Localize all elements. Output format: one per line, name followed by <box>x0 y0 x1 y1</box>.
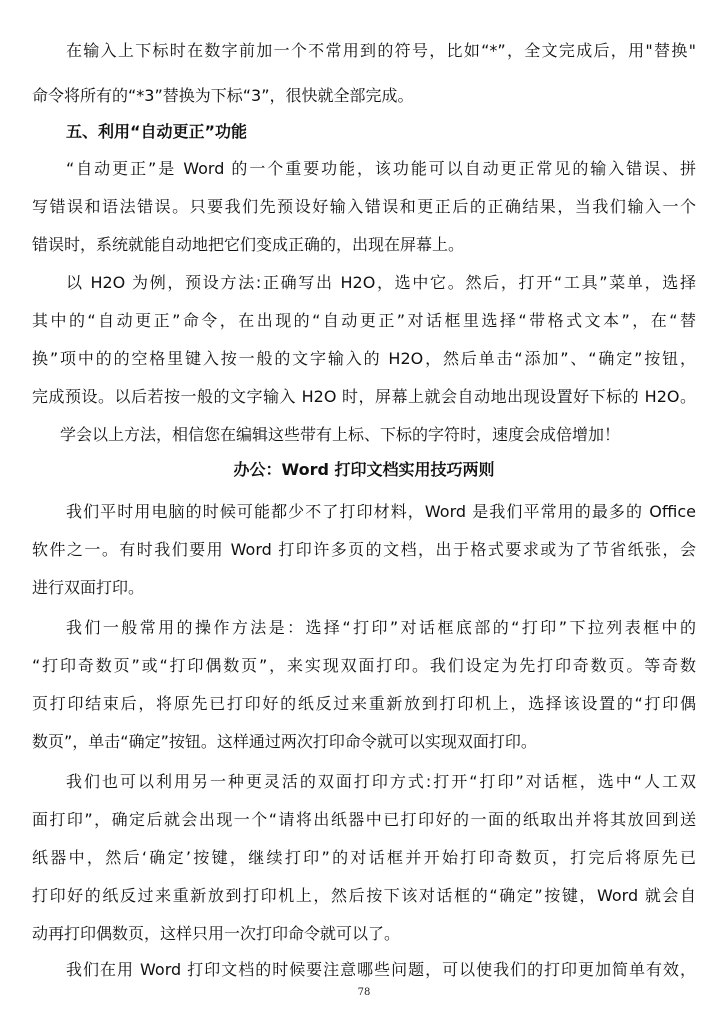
paragraph-line: 以 H2O 为例，预设方法:正确写出 H2O，选中它。然后，打开“工具”菜单，选择 <box>66 273 696 292</box>
paragraph-line: 我们在用 Word 打印文档的时候要注意哪些问题，可以使我们的打印更加简单有效， <box>66 960 696 979</box>
paragraph-line: 完成预设。以后若按一般的文字输入 H2O 时，屏幕上就会自动地出现设置好下标的 H2O。 <box>32 387 696 406</box>
paragraph-line: 面打印”，确定后就会出现一个“请将出纸器中已打印好的一面的纸取出并将其放回到送 <box>32 810 696 829</box>
paragraph-line: 其中的“自动更正”命令，在出现的“自动更正”对话框里选择“带格式文本”，在“替 <box>32 311 696 330</box>
paragraph-line: 换”项中的的空格里键入按一般的文字输入的 H2O，然后单击“添加”、“确定”按钮， <box>32 349 696 368</box>
paragraph-line: 数页”，单击“确定”按钮。这样通过两次打印命令就可以实现双面打印。 <box>32 732 537 751</box>
paragraph-line: 我们也可以利用另一种更灵活的双面打印方式:打开“打印”对话框，选中“人工双 <box>66 772 696 791</box>
paragraph-line: 我们一般常用的操作方法是：选择“打印”对话框底部的“打印”下拉列表框中的 <box>66 618 696 637</box>
article-title: 办公：Word 打印文档实用技巧两则 <box>233 460 495 479</box>
paragraph-line: 我们平时用电脑的时候可能都少不了打印材料，Word 是我们平常用的最多的 Office <box>66 502 696 521</box>
paragraph-line: “自动更正”是 Word 的一个重要功能，该功能可以自动更正常见的输入错误、拼 <box>66 159 696 178</box>
paragraph-line: 页打印结束后，将原先已打印好的纸反过来重新放到打印机上，选择该设置的“打印偶 <box>32 694 696 713</box>
section-heading: 五、利用“自动更正”功能 <box>66 122 248 141</box>
paragraph-line: 在输入上下标时在数字前加一个不常用到的符号，比如“*”，全文完成后，用"替换" <box>66 41 696 60</box>
paragraph-line: 动再打印偶数页，这样只用一次打印命令就可以了。 <box>32 924 401 943</box>
paragraph-line: “打印奇数页”或“打印偶数页”，来实现双面打印。我们设定为先打印奇数页。等奇数 <box>32 656 696 675</box>
paragraph-line: 错误时，系统就能自动地把它们变成正确的，出现在屏幕上。 <box>32 235 465 254</box>
paragraph-line: 命令将所有的“*3”替换为下标“3”，很快就全部完成。 <box>32 86 414 105</box>
paragraph-line: 打印好的纸反过来重新放到打印机上，然后按下该对话框的“确定”按键，Word 就会自 <box>32 886 696 905</box>
paragraph-line: 写错误和语法错误。只要我们先预设好输入错误和更正后的正确结果，当我们输入一个 <box>32 197 696 216</box>
paragraph-line: 进行双面打印。 <box>32 578 145 597</box>
paragraph-line: 学会以上方法，相信您在编辑这些带有上标、下标的字符时，速度会成倍增加！ <box>60 425 621 444</box>
paragraph-line: 纸器中，然后‘确定’按键，继续打印”的对话框并开始打印奇数页，打完后将原先已 <box>32 848 696 867</box>
paragraph-line: 软件之一。有时我们要用 Word 打印许多页的文档，出于格式要求或为了节省纸张，会 <box>32 540 696 559</box>
page-number: 78 <box>357 987 371 998</box>
